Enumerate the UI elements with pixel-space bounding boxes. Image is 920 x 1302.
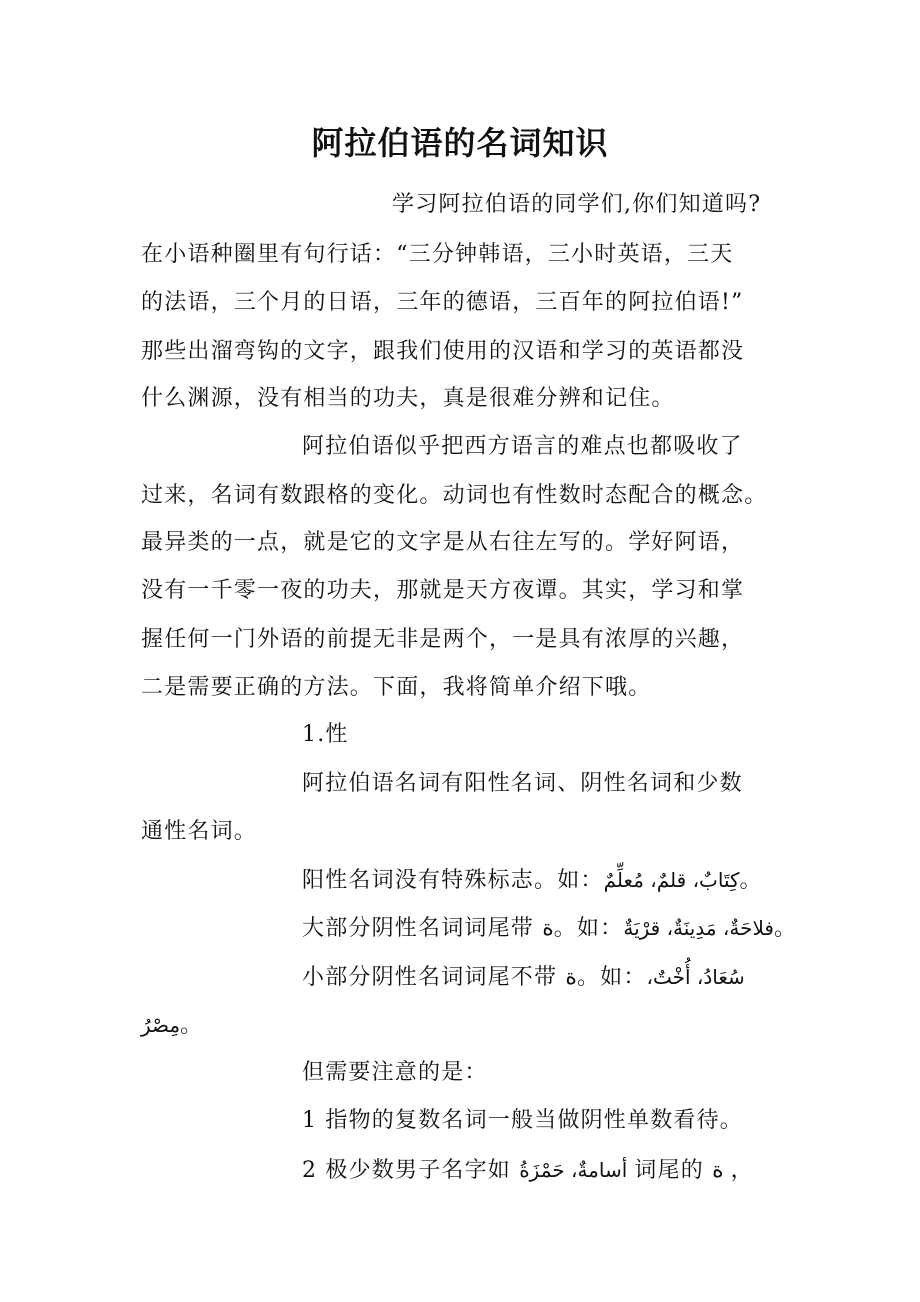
note-text: 词尾的 ة ，: [627, 1158, 753, 1183]
paragraph-line: 什么渊源，没有相当的功夫，真是很难分辨和记住。: [141, 386, 675, 411]
note-item: [302, 1155, 753, 1186]
example-text: 小部分阴性名词词尾不带 ة。如：: [302, 965, 647, 990]
paragraph-line: 的法语，三个月的日语，三年的德语，三百年的阿拉伯语!”: [141, 290, 744, 315]
arabic-example: سُعَادُ، أُخْتٌ،: [646, 965, 745, 989]
note-item: 1 指物的复数名词一般当做阴性单数看待。: [302, 1108, 743, 1133]
example-punct: 。: [180, 1013, 204, 1038]
paragraph-line: 阿拉伯语名词有阳性名词、阴性名词和少数: [302, 771, 743, 796]
paragraph-line: 握任何一门外语的前提无非是两个，一是具有浓厚的兴趣，: [141, 627, 745, 652]
paragraph-line: 没有一千零一夜的功夫，那就是天方夜谭。其实，学习和掌: [141, 578, 745, 603]
example-continuation: [141, 1010, 203, 1041]
arabic-example: كِتَابٌ، قلمٌ، مُعلِّمٌ: [603, 868, 740, 892]
arabic-example: فلاحَةٌ، مَدِينَةٌ، قرْيَةٌ: [623, 916, 774, 940]
paragraph-line: 二是需要正确的方法。下面，我将简单介绍下哦。: [141, 675, 652, 700]
paragraph-line: 最异类的一点，就是它的文字是从右往左写的。学好阿语，: [141, 530, 745, 555]
example-text: 大部分阴性名词词尾带 ة。如：: [302, 916, 624, 941]
note-text: 2 极少数男子名字如: [302, 1158, 520, 1183]
arabic-example: مِصْرُ: [141, 1013, 181, 1037]
paragraph-line: 通性名词。: [141, 819, 258, 844]
paragraph-line: 那些出溜弯钩的文字，跟我们使用的汉语和学习的英语都没: [141, 339, 745, 364]
paragraph-line: 学习阿拉伯语的同学们,你们知道吗?: [392, 192, 762, 217]
example-feminine-irregular: [302, 962, 745, 993]
paragraph-line: 过来，名词有数跟格的变化。动词也有性数时态配合的概念。: [141, 483, 768, 508]
example-feminine: [302, 913, 797, 944]
example-punct: 。: [739, 868, 763, 893]
arabic-example: أسامةٌ، حَمْزَةُ: [519, 1158, 628, 1182]
section-heading: 1.性: [302, 722, 349, 747]
document-title: 阿拉伯语的名词知识: [311, 124, 609, 162]
notes-heading: 但需要注意的是：: [302, 1060, 488, 1085]
example-punct: 。: [773, 916, 798, 941]
paragraph-line: 在小语种圈里有句行话：“三分钟韩语，三小时英语，三天: [141, 242, 734, 267]
paragraph-line: 阿拉伯语似乎把西方语言的难点也都吸收了: [302, 434, 743, 459]
example-text: 阳性名词没有特殊标志。如：: [302, 868, 604, 893]
example-masculine: [302, 865, 763, 896]
